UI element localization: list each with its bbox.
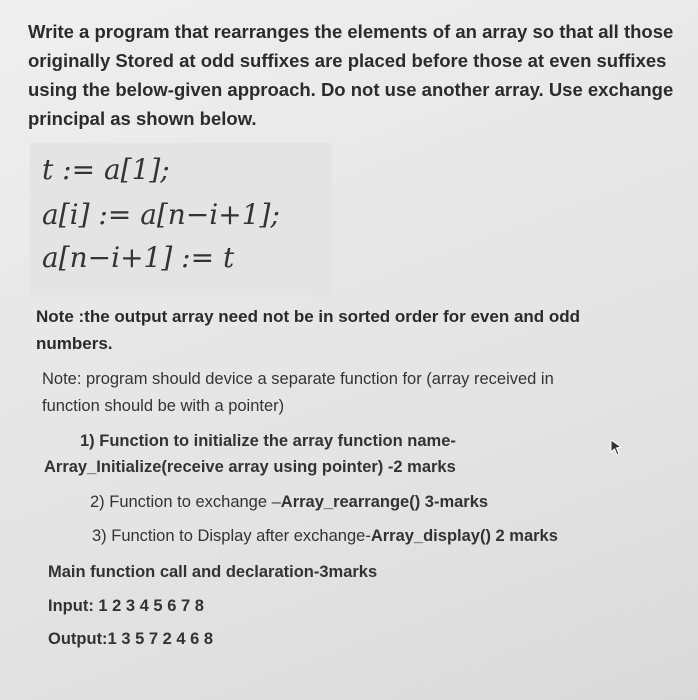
item1-function-name: Array_Initialize bbox=[44, 458, 162, 476]
main-function-line: Main function call and declaration-3marks bbox=[48, 563, 378, 581]
item3-line bbox=[92, 527, 558, 546]
question-line-3: using the below-given approach. Do not use another array. Use exchange bbox=[28, 79, 674, 100]
formula-line-1: t := a[1]; bbox=[42, 153, 170, 186]
formula-line-3: a[n−i+1] := t bbox=[42, 241, 235, 274]
output-line: Output:1 3 5 7 2 4 6 8 bbox=[48, 630, 214, 648]
formula-box bbox=[30, 143, 332, 295]
question-line-1: Write a program that rearranges the elements of an array so that all those bbox=[28, 21, 674, 42]
item2-prefix: 2) Function to exchange – bbox=[90, 493, 281, 511]
input-line: Input: 1 2 3 4 5 6 7 8 bbox=[48, 597, 204, 615]
mouse-pointer-icon bbox=[608, 438, 624, 458]
note1-line-1: Note :the output array need not be in sorted order for even and odd bbox=[36, 307, 581, 326]
question-line-2: originally Stored at odd suffixes are placed before those at even suffixes bbox=[28, 50, 667, 71]
formula-line-2: a[i] := a[n−i+1]; bbox=[42, 198, 280, 231]
note1-line-2: numbers. bbox=[36, 334, 113, 353]
note2-line-2: function should be with a pointer) bbox=[42, 397, 285, 415]
item3-function-name: Array_display() 2 marks bbox=[370, 527, 558, 545]
item2-line bbox=[90, 493, 488, 512]
item2-function-name: Array_rearrange() 3-marks bbox=[280, 493, 489, 511]
question-line-4: principal as shown below. bbox=[28, 108, 257, 129]
item1-line-2 bbox=[44, 458, 456, 477]
item1-line-1: 1) Function to initialize the array function name- bbox=[80, 432, 456, 450]
item1-rest: (receive array using pointer) -2 marks bbox=[161, 458, 456, 476]
item3-prefix: 3) Function to Display after exchange- bbox=[92, 527, 371, 545]
note2-line-1: Note: program should device a separate function for (array received in bbox=[42, 370, 554, 388]
